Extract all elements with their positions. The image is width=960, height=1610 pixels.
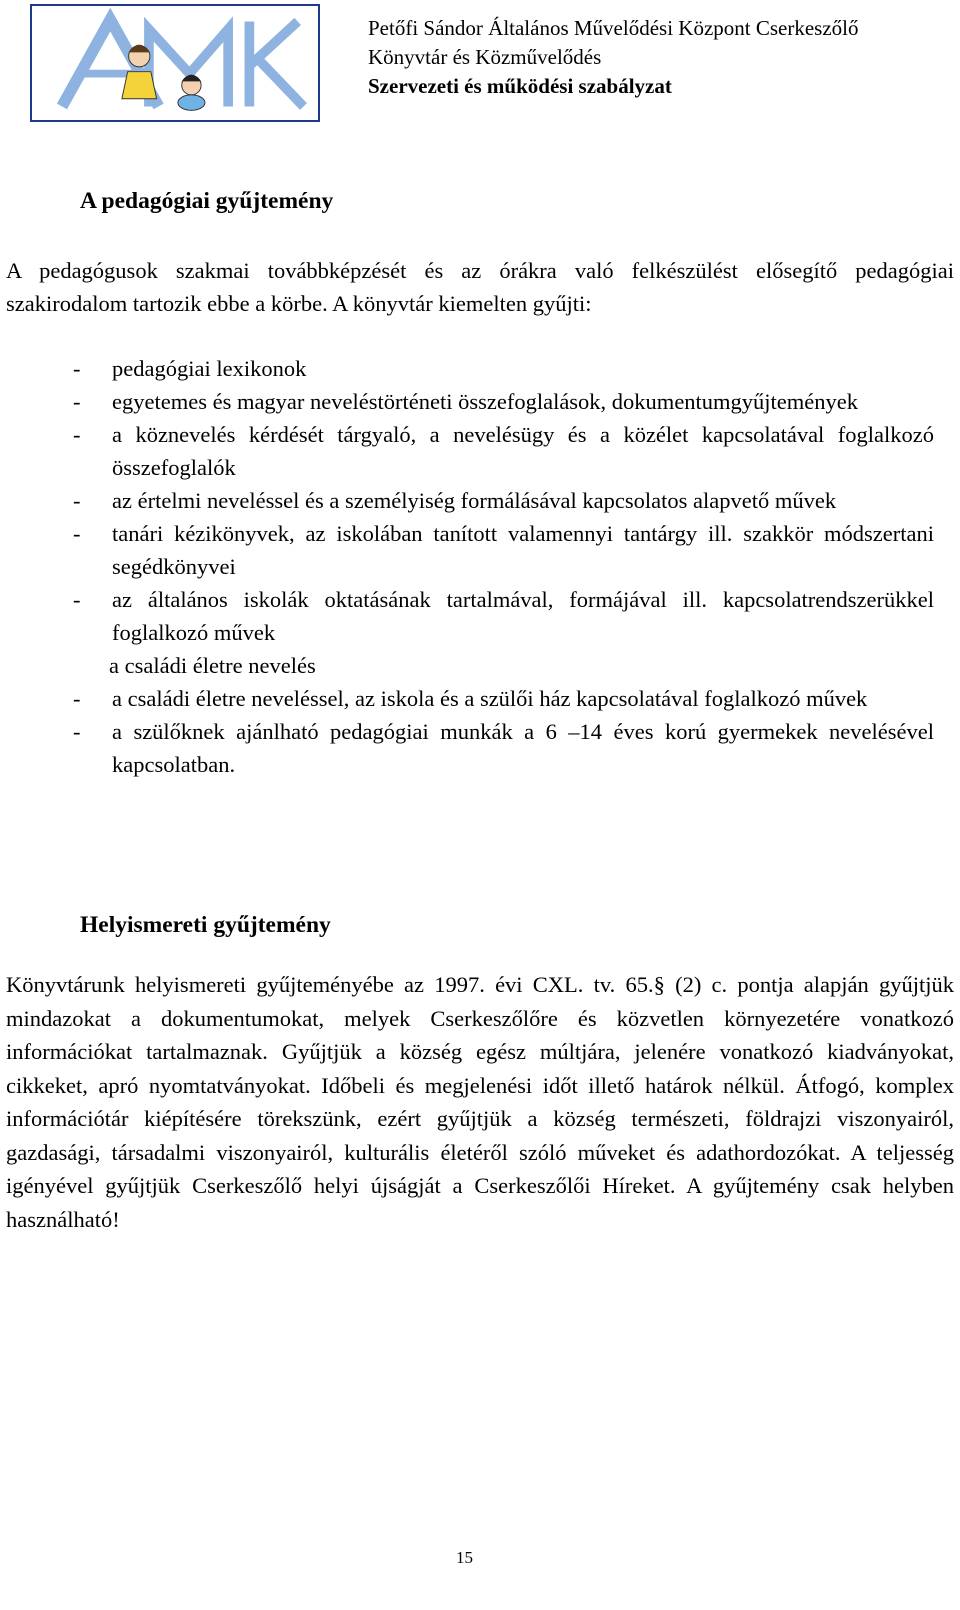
section-title-local-history-collection: Helyismereti gyűjtemény bbox=[80, 912, 331, 938]
list-item-text: a családi életre nevelés bbox=[109, 653, 316, 678]
logo-graphic bbox=[32, 6, 318, 120]
list-item-text: az értelmi neveléssel és a személyiség formálásával kapcsolatos alapvető művek bbox=[112, 488, 837, 513]
list-item-text: az általános iskolák oktatásának tartalmával, formájával ill. kapcsolatrendszerükkel foglalkozó művek bbox=[112, 587, 934, 645]
list-item bbox=[66, 352, 934, 385]
header-institution: Petőfi Sándor Általános Művelődési Központ Cserkeszőlő bbox=[368, 16, 859, 40]
list-item bbox=[66, 418, 934, 484]
dash-marker: - bbox=[73, 719, 81, 744]
local-history-body bbox=[6, 968, 954, 1236]
section-title-pedagogical-collection: A pedagógiai gyűjtemény bbox=[80, 188, 334, 214]
list-item bbox=[66, 517, 934, 583]
list-item-text: pedagógiai lexikonok bbox=[112, 356, 307, 381]
institution-logo bbox=[30, 4, 320, 122]
intro-paragraph: A pedagógusok szakmai továbbképzését és az órákra való felkészülést elősegítő pedagógiai szakirodalom tartozik ebbe a körbe. A könyvtár kiemelten gyűjti: bbox=[6, 258, 954, 316]
list-item bbox=[66, 682, 934, 715]
header-document-title: Szervezeti és működési szabályzat bbox=[368, 74, 672, 98]
collection-list bbox=[66, 352, 934, 781]
dash-marker: - bbox=[73, 488, 81, 513]
page-number: 15 bbox=[456, 1548, 473, 1567]
dash-marker: - bbox=[73, 521, 81, 546]
local-history-paragraph: Könyvtárunk helyismereti gyűjteményébe az 1997. évi CXL. tv. 65.§ (2) c. pontja alapján gyűjtjük mindazokat a dokumentumokat, melyek Cserkeszőlőre és közvetlen környezetére vonatkozó információkat tartalmaznak. Gyűjtjük a község egész múltjára, jelenére vonatkozó kiadványokat, cikkeket, apró nyomtatványokat. Időbeli és megjelenési időt illető határok nélkül. Átfogó, komplex információtár kiépítésére törekszünk, ezért gyűjtjük a község természeti, földrajzi viszonyairól, gazdasági, társadalmi viszonyairól, kulturális életéről szóló műveket és adathordozókat. A teljesség igényével gyűjtjük Cserkeszőlő helyi újságját a Cserkeszőlői Híreket. A gyűjtemény csak helyben használható! bbox=[6, 972, 954, 1232]
dash-marker: - bbox=[73, 422, 81, 447]
dash-marker: - bbox=[73, 686, 81, 711]
list-item-text: a családi életre neveléssel, az iskola és a szülői ház kapcsolatával foglalkozó művek bbox=[112, 686, 868, 711]
list-item-text: a szülőknek ajánlható pedagógiai munkák a 6 –14 éves korú gyermekek nevelésével kapcsolatban. bbox=[112, 719, 934, 777]
list-item bbox=[66, 715, 934, 781]
dash-marker: - bbox=[73, 389, 81, 414]
list-item bbox=[66, 649, 934, 682]
section-intro bbox=[6, 254, 954, 320]
list-item-text: a köznevelés kérdését tárgyaló, a nevelésügy és a közélet kapcsolatával foglalkozó összefoglalók bbox=[112, 422, 934, 480]
list-item-text: egyetemes és magyar neveléstörténeti összefoglalások, dokumentumgyűjtemények bbox=[112, 389, 859, 414]
list-item bbox=[66, 385, 934, 418]
header-department: Könyvtár és Közművelődés bbox=[368, 45, 602, 69]
list-item bbox=[66, 484, 934, 517]
dash-marker: - bbox=[73, 356, 81, 381]
dash-marker: - bbox=[73, 587, 81, 612]
document-header bbox=[368, 14, 954, 101]
list-item-text: tanári kézikönyvek, az iskolában tanított valamennyi tantárgy ill. szakkör módszertani segédkönyvei bbox=[112, 521, 934, 579]
list-item bbox=[66, 583, 934, 649]
